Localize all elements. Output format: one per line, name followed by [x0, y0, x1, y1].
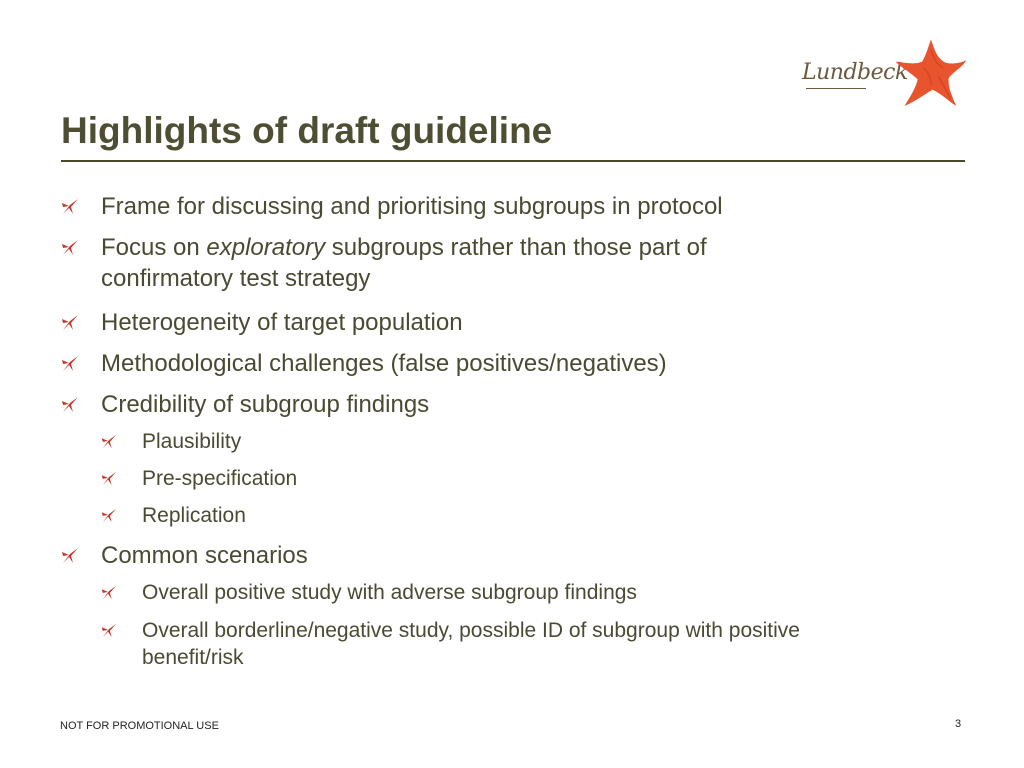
list-item: Replication: [142, 504, 246, 527]
star-bullet-icon: [60, 394, 80, 414]
list-item: Overall borderline/negative study, possible ID of subgroup with positive benefit/risk: [142, 619, 800, 669]
footer-disclaimer: NOT FOR PROMOTIONAL USE: [60, 720, 219, 732]
star-bullet-icon: [100, 469, 118, 487]
star-bullet-icon: [60, 196, 80, 216]
logo-wordmark: Lundbeck: [802, 60, 908, 85]
star-bullet-icon: [60, 237, 80, 257]
lundbeck-logo: [798, 30, 970, 112]
starfish-icon: [894, 34, 968, 110]
star-bullet-icon: [100, 583, 118, 601]
star-bullet-icon: [100, 506, 118, 524]
page-number: 3: [955, 718, 962, 730]
list-item: Frame for discussing and prioritising subgroups in protocol: [101, 193, 723, 220]
list-item: Common scenarios: [101, 542, 308, 569]
star-bullet-icon: [60, 312, 80, 332]
title-divider: [61, 160, 965, 162]
star-bullet-icon: [100, 621, 118, 639]
list-item: Credibility of subgroup findings: [101, 391, 430, 418]
list-item: Methodological challenges (false positives/negatives): [101, 350, 667, 377]
list-item: Plausibility: [142, 430, 242, 453]
page-title: Highlights of draft guideline: [61, 110, 553, 151]
star-bullet-icon: [100, 432, 118, 450]
star-bullet-icon: [60, 353, 80, 373]
logo-underline: [806, 88, 866, 89]
list-item: Pre-specification: [142, 467, 298, 490]
list-item: Heterogeneity of target population: [101, 309, 463, 336]
star-bullet-icon: [60, 545, 80, 565]
list-item: Focus on exploratory subgroups rather than those part of confirmatory test strategy: [101, 234, 707, 292]
list-item: Overall positive study with adverse subgroup findings: [142, 581, 637, 604]
